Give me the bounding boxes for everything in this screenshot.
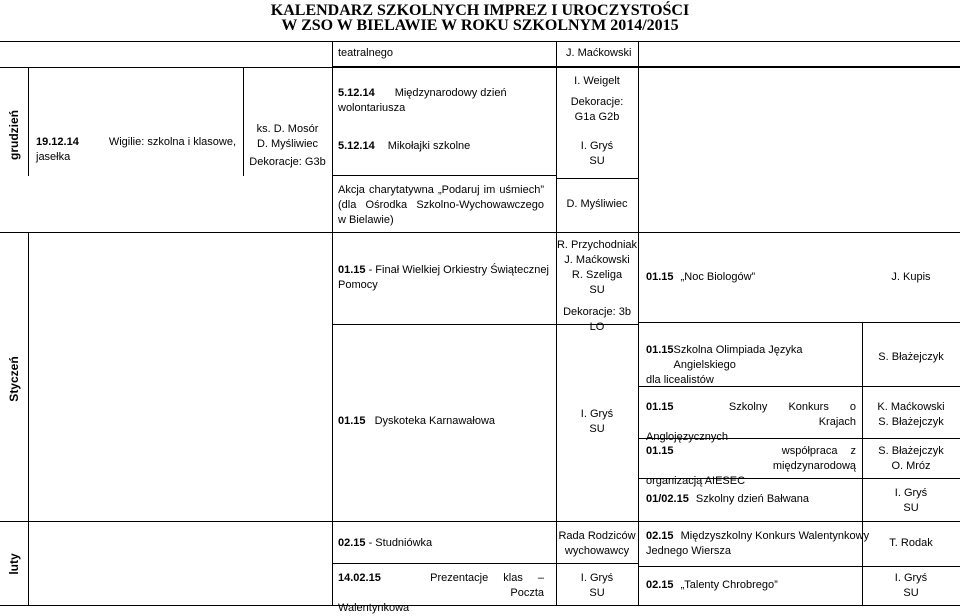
responsible-mikolajki: I. Gryś SU bbox=[580, 140, 614, 167]
responsible-dyskoteka: I. Gryś SU bbox=[580, 408, 614, 435]
event-noc-biologow: 01.15 „Noc Biologów” bbox=[646, 271, 756, 283]
responsible-wigilie: ks. D. Mosór D. Myśliwiec Dekoracje: G3b bbox=[249, 123, 326, 168]
responsible-akcja-charytatywna: D. Myśliwiec bbox=[566, 198, 628, 210]
event-mikolajki: 5.12.14 Mikołajki szkolne bbox=[338, 140, 471, 152]
event-title: Wigilie: szkolna i klasowe, bbox=[108, 136, 236, 148]
responsible-olimpiada: S. Błażejczyk bbox=[878, 351, 944, 363]
document-title bbox=[0, 3, 960, 33]
event-wigilie bbox=[36, 135, 236, 150]
event-title-cont: jasełka bbox=[36, 151, 71, 163]
event-dzien-balwana: 01/02.15 Szkolny dzień Bałwana bbox=[646, 493, 810, 505]
title-line-1: KALENDARZ SZKOLNYCH IMPREZ I UROCZYSTOŚCI bbox=[270, 2, 690, 19]
month-label-styczen: Styczeń bbox=[7, 356, 21, 402]
event-aiesec: 01.15 współpraca z międzynarodową organizacją AIESEC bbox=[646, 445, 856, 487]
event-konkurs-walentynkowy: 02.15 Międzyszkolny Konkurs Walentynkowy Jednego Wiersza bbox=[646, 530, 870, 557]
event-olimpiada: 01.15 Szkolna Olimpiada Języka Angielskiego dla licealistów bbox=[646, 344, 803, 386]
responsible-teatralnego: J. Maćkowski bbox=[566, 47, 632, 59]
event-konkurs-krajach: 01.15 Szkolny Konkurs o Krajach Anglojęzycznych bbox=[646, 401, 856, 443]
responsible-wosp: R. Przychodniak J. Maćkowski R. Szeliga SU Dekoracje: 3b LO bbox=[556, 239, 638, 333]
event-wosp: 01.15 - Finał Wielkiej Orkiestry Świątecznej Pomocy bbox=[338, 264, 549, 291]
responsible-studniowka: Rada Rodziców wychowawcy bbox=[558, 530, 636, 557]
responsible-konkurs-krajach: K. Maćkowski S. Błażejczyk bbox=[877, 401, 945, 428]
month-label-grudzien: grudzień bbox=[7, 110, 21, 160]
event-wolontariusz-cont: wolontariusza bbox=[338, 102, 406, 114]
month-label-luty: luty bbox=[7, 553, 21, 575]
event-prezentacje: 14.02.15 Prezentacje klas – Poczta Walentynkowa bbox=[338, 572, 544, 614]
responsible-wolontariusz: I. Weigelt Dekoracje: G1a G2b bbox=[570, 75, 624, 123]
responsible-dzien-balwana: I. Gryś SU bbox=[894, 487, 928, 514]
responsible-prezentacje: I. Gryś SU bbox=[580, 572, 614, 599]
responsible-talenty: I. Gryś SU bbox=[894, 572, 928, 599]
event-wolontariusz: 5.12.14 Międzynarodowy dzień bbox=[338, 87, 507, 99]
event-dyskoteka: 01.15 Dyskoteka Karnawałowa bbox=[338, 415, 496, 427]
event-akcja-charytatywna: Akcja charytatywna „Podaruj im uśmiech” (dla Ośrodka Szkolno-Wychowawczego w Bielawie) bbox=[338, 184, 544, 226]
responsible-aiesec: S. Błażejczyk O. Mróz bbox=[878, 445, 944, 472]
event-studniowka: 02.15 - Studniówka bbox=[338, 537, 433, 549]
event-talenty: 02.15 „Talenty Chrobrego” bbox=[646, 579, 778, 591]
event-date: 19.12.14 bbox=[36, 136, 79, 148]
responsible-noc-biologow: J. Kupis bbox=[891, 271, 931, 283]
title-line-2: W ZSO W BIELAWIE W ROKU SZKOLNYM 2014/2015 bbox=[281, 17, 679, 34]
responsible-konkurs-walentynkowy: T. Rodak bbox=[889, 537, 933, 549]
event-teatralnego: teatralnego bbox=[338, 47, 394, 59]
